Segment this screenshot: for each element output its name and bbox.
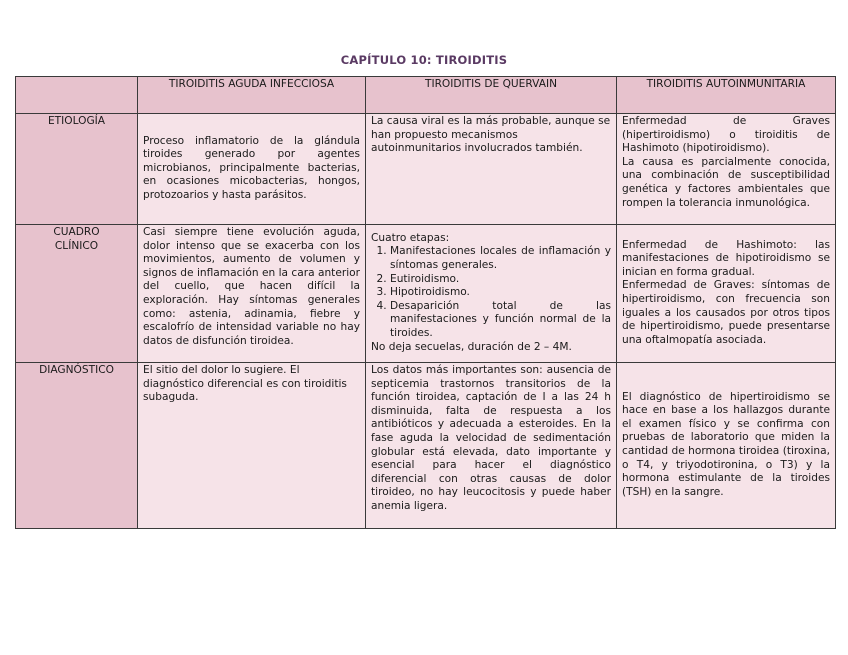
header-corner	[16, 77, 138, 114]
list-item: 4. Desaparición total de las manifestaciones y función normal de la tiroides.	[390, 300, 611, 341]
row-label-cuadro-line1: CUADRO	[53, 226, 100, 238]
list-item: 3. Hipotiroidismo.	[390, 286, 611, 300]
list-item: 2. Eutiroidismo.	[390, 273, 611, 287]
cell-cuadro-aguda: Casi siempre tiene evolución aguda, dolor intenso que se exacerba con los movimientos, aumento de volumen y signos de inflamación en la cara anterior del cuello, que hacen difícil la exploración. Hay síntomas generales como: astenia, adinamia, fiebre y escalofrío de intensidad variable no hay datos de disfunción tiroidea.	[138, 225, 366, 363]
header-aguda-infecciosa: TIROIDITIS AGUDA INFECCIOSA	[138, 77, 366, 114]
header-row	[16, 77, 836, 114]
etiologia-autoinmune-p1: Enfermedad de Graves (hipertiroidismo) o tiroiditis de Hashimoto (hipotiroidismo).	[622, 115, 830, 155]
cell-diagnostico-quervain: Los datos más importantes son: ausencia de septicemia trastornos transitorios de la función tiroidea, captación de I a las 24 h disminuida, falta de respuesta a los antibióticos y adecuada a esteroides. En la fase aguda la velocidad de sedimentación globular está elevada, dato importante y esencial para hacer el diagnóstico diferencial con otras causas de dolor tiroideo, no hay leucocitosis y puede haber anemia ligera.	[366, 363, 617, 529]
cell-cuadro-quervain	[366, 225, 617, 363]
tiroiditis-table	[15, 76, 836, 529]
row-label-cuadro-line2: CLÍNICO	[54, 239, 99, 252]
row-cuadro-clinico	[16, 225, 836, 363]
cell-diagnostico-autoinmune: El diagnóstico de hipertiroidismo se hace en base a los hallazgos durante el examen físico y se confirma con pruebas de laboratorio que miden la cantidad de hormona tiroidea (tiroxina, o T4, y triyodotironina, o T3) y la hormona estimulante de la tiroides (TSH) en la sangre.	[617, 363, 836, 529]
row-etiologia	[16, 114, 836, 225]
cell-etiologia-autoinmune	[617, 114, 836, 225]
row-label-etiologia: ETIOLOGÍA	[16, 114, 138, 225]
cuadro-quervain-end: No deja secuelas, duración de 2 – 4M.	[371, 340, 572, 353]
cell-etiologia-quervain: La causa viral es la más probable, aunque se han propuesto mecanismos autoinmunitarios involucrados también.	[366, 114, 617, 225]
cell-diagnostico-aguda: El sitio del dolor lo sugiere. El diagnóstico diferencial es con tiroiditis subaguda.	[138, 363, 366, 529]
etiologia-autoinmune-p2: La causa es parcialmente conocida, una combinación de susceptibilidad genética y factores ambientales que rompen la tolerancia inmunológica.	[622, 155, 830, 209]
row-label-cuadro-clinico	[16, 225, 138, 363]
page-title: CAPÍTULO 10: TIROIDITIS	[340, 53, 508, 67]
cuadro-autoinmune-p2: Enfermedad de Graves: síntomas de hipertiroidismo, con frecuencia son iguales a los causados por otros tipos de hipertiroidismo, puede presentarse una oftalmopatía asociada.	[622, 279, 830, 346]
row-diagnostico	[16, 363, 836, 529]
cell-etiologia-aguda: Proceso inflamatorio de la glándula tiroides generado por agentes microbianos, principalmente bacterias, en ocasiones micobacterias, hongos, protozoarios y hasta parásitos.	[138, 114, 366, 225]
cuadro-quervain-intro: Cuatro etapas:	[371, 231, 450, 244]
row-label-diagnostico: DIAGNÓSTICO	[16, 363, 138, 529]
cuadro-autoinmune-p1: Enfermedad de Hashimoto: las manifestaciones de hipotiroidismo se inician en forma gradual.	[622, 238, 830, 278]
list-item: 1. Manifestaciones locales de inflamación y síntomas generales.	[390, 245, 611, 272]
cell-cuadro-autoinmune	[617, 225, 836, 363]
header-quervain: TIROIDITIS DE QUERVAIN	[366, 77, 617, 114]
cuadro-quervain-list	[371, 245, 611, 340]
header-autoinmunitaria: TIROIDITIS AUTOINMUNITARIA	[617, 77, 836, 114]
